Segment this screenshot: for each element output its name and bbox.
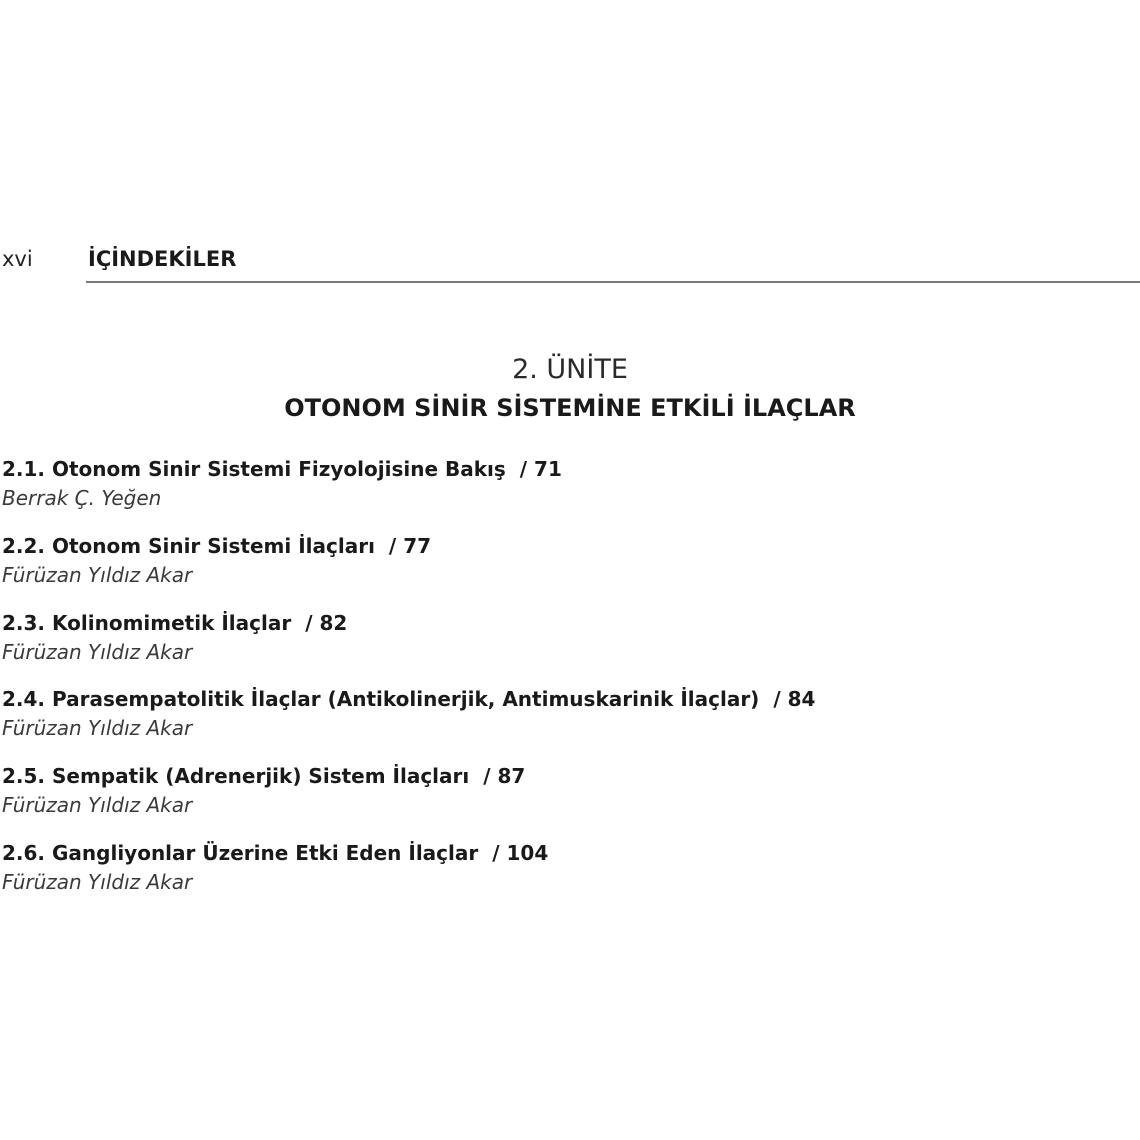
toc-entry: [2, 762, 1122, 839]
page-number: xvi: [2, 247, 33, 271]
toc-heading: [2, 455, 1122, 483]
toc-entry: [2, 609, 1122, 686]
toc-heading: [2, 532, 1122, 560]
toc-author: Berrak Ç. Yeğen: [2, 486, 162, 510]
toc-heading: [2, 609, 1122, 637]
toc-author: Fürüzan Yıldız Akar: [2, 716, 193, 741]
toc-title: 2.6. Gangliyonlar Üzerine Etki Eden İlaçlar: [2, 840, 479, 865]
toc-author: Fürüzan Yıldız Akar: [2, 562, 193, 587]
unit-label: 2. ÜNİTE: [512, 354, 628, 385]
toc-title: 2.2. Otonom Sinir Sistemi İlaçları: [2, 533, 375, 558]
toc-author: Fürüzan Yıldız Akar: [2, 793, 193, 818]
toc-heading: [2, 685, 1122, 713]
toc-page-ref: / 77: [388, 533, 432, 558]
toc-list: [2, 455, 1122, 916]
toc-entry: [2, 839, 1122, 916]
toc-page-ref: / 87: [483, 764, 526, 789]
toc-entry: [2, 455, 1122, 532]
toc-title: 2.4. Parasempatolitik İlaçlar (Antikolinerjik, Antimuskarinik İlaçlar): [2, 687, 760, 712]
header-rule: [86, 281, 1140, 283]
toc-page-ref: / 84: [773, 687, 816, 712]
toc-entry: [2, 532, 1122, 609]
unit-title: OTONOM SİNİR SİSTEMİNE ETKİLİ İLAÇLAR: [284, 394, 856, 422]
toc-page-ref: / 104: [492, 840, 549, 865]
toc-page-ref: / 82: [305, 610, 348, 635]
running-title: İÇİNDEKİLER: [88, 247, 237, 271]
toc-author: Fürüzan Yıldız Akar: [2, 869, 193, 894]
toc-title: 2.1. Otonom Sinir Sistemi Fizyolojisine Bakış: [2, 457, 506, 481]
toc-author: Fürüzan Yıldız Akar: [2, 639, 193, 664]
toc-title: 2.3. Kolinomimetik İlaçlar: [2, 610, 292, 635]
toc-heading: [2, 839, 1122, 867]
toc-page-ref: / 71: [519, 457, 562, 481]
toc-title: 2.5. Sempatik (Adrenerjik) Sistem İlaçları: [2, 764, 470, 789]
toc-heading: [2, 762, 1122, 790]
toc-entry: [2, 685, 1122, 762]
